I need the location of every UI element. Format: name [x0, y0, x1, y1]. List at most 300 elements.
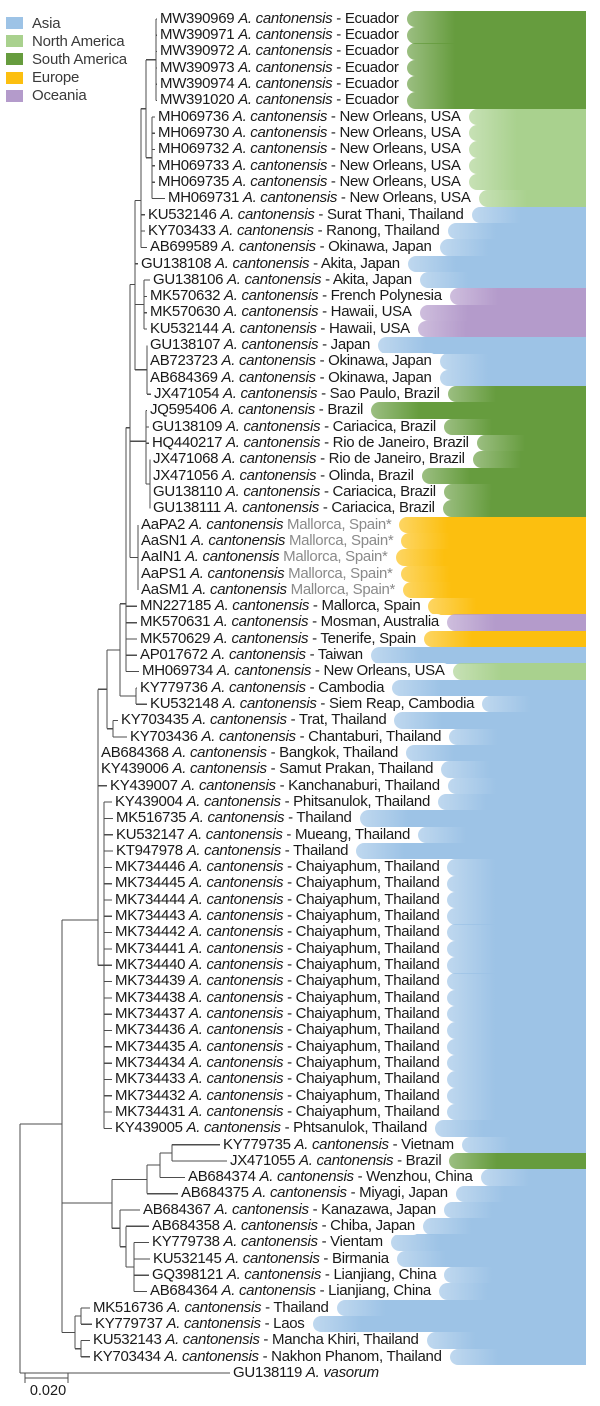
taxon-label	[114, 843, 353, 859]
taxon-label	[139, 256, 405, 272]
accession-number: MK570629	[140, 629, 215, 647]
taxon-label	[150, 419, 441, 435]
taxon-label	[91, 1300, 334, 1316]
location-text: Mallorca, Spain*	[283, 515, 392, 533]
accession-number: KY439007	[110, 776, 182, 794]
taxon-label	[139, 517, 396, 533]
location-text: - Nakhon Phanom, Thailand	[258, 1347, 442, 1365]
location-text: Mallorca, Spain*	[279, 548, 388, 566]
species-name: A. cantonensis	[189, 972, 284, 990]
accession-number: KY439005	[115, 1119, 187, 1137]
species-name: A. cantonensis	[224, 303, 319, 321]
taxon-label	[113, 1055, 444, 1071]
accession-number: JX471068	[153, 450, 223, 468]
accession-number: AB723723	[150, 352, 222, 370]
region-band-as	[423, 1218, 586, 1234]
location-text: - Tenerife, Spain	[308, 629, 416, 647]
taxon-label	[128, 729, 446, 745]
region-band-as	[447, 1088, 586, 1104]
species-name: A. cantonensis	[172, 743, 267, 761]
region-band-as	[472, 207, 586, 223]
legend-label: North America	[32, 32, 125, 50]
region-band-as	[447, 957, 586, 973]
region-band-sa	[473, 451, 586, 467]
species-name: A. cantonensis	[226, 433, 321, 451]
location-text: - Hawaii, USA	[316, 319, 410, 337]
taxon-label	[113, 908, 444, 924]
location-text: - New Orleans, USA	[337, 189, 471, 207]
legend-swatch	[6, 72, 23, 84]
taxon-label	[158, 76, 404, 92]
taxon-label	[152, 386, 445, 402]
taxon-label	[150, 435, 474, 451]
region-band-eu	[396, 549, 586, 565]
location-text: - Okinawa, Japan	[315, 238, 432, 256]
accession-number: KY703433	[148, 221, 220, 239]
accession-number: MW391020	[160, 91, 239, 109]
location-text: - Ecuador	[332, 26, 399, 44]
taxon-label	[108, 778, 445, 794]
taxon-label	[151, 468, 419, 484]
region-band-na	[469, 109, 586, 125]
region-band-as	[448, 778, 586, 794]
location-text: - New Orleans, USA	[327, 107, 461, 125]
location-text: - Chaiyaphum, Thailand	[283, 1021, 440, 1039]
taxon-label	[156, 158, 466, 174]
accession-number: JX471056	[153, 466, 223, 484]
accession-number: MW390971	[160, 26, 239, 44]
taxon-label	[139, 582, 400, 598]
taxon-label	[138, 647, 368, 663]
region-band-as	[462, 1137, 586, 1153]
accession-number: MK734434	[115, 1053, 190, 1071]
accession-number: MK516735	[116, 809, 191, 827]
region-band-na	[469, 174, 586, 190]
region-band-sa	[407, 76, 586, 92]
accession-number: MK734435	[115, 1037, 190, 1055]
region-band-na	[479, 190, 586, 206]
region-band-as	[356, 843, 586, 859]
taxon-label	[156, 141, 466, 157]
accession-number: AB684364	[150, 1282, 222, 1300]
taxon-label	[138, 631, 421, 647]
accession-number: KY779736	[140, 678, 212, 696]
region-band-as	[456, 1186, 586, 1202]
species-name: A. cantonensis	[242, 189, 338, 207]
species-name: A. cantonensis	[223, 1233, 318, 1251]
species-name: A. cantonensis	[189, 1102, 284, 1120]
region-band-as	[427, 1332, 586, 1348]
legend-item-south-america	[6, 50, 127, 68]
region-band-sa	[444, 484, 586, 500]
location-text: - Surat Thani, Thailand	[314, 205, 464, 223]
region-band-as	[447, 1071, 586, 1087]
taxon-label	[119, 712, 391, 728]
species-name: A. cantonensis	[167, 1298, 262, 1316]
region-band-as	[391, 1234, 586, 1250]
taxon-label	[146, 207, 469, 223]
taxon-label	[148, 353, 437, 369]
legend-label: Oceania	[32, 87, 87, 105]
taxon-label	[150, 1218, 420, 1234]
location-text: - Thailand	[280, 841, 349, 859]
region-band-as	[447, 1039, 586, 1055]
species-name: A. cantonensis	[189, 874, 284, 892]
taxon-label	[139, 566, 398, 582]
taxon-label	[231, 1365, 384, 1381]
accession-number: KU532147	[116, 825, 189, 843]
location-text: - Ecuador	[332, 75, 399, 93]
region-band-as	[449, 729, 586, 745]
location-text: - Vientam	[317, 1233, 383, 1251]
accession-number: MH069735	[158, 172, 233, 190]
species-name: A. cantonensis	[224, 499, 319, 517]
location-text: - New Orleans, USA	[327, 140, 461, 158]
region-band-as	[438, 794, 586, 810]
taxon-label	[138, 598, 425, 614]
accession-number: KY439006	[101, 760, 173, 778]
legend-label: Europe	[32, 69, 80, 87]
location-text: - Phitsanulok, Thailand	[280, 792, 431, 810]
location-text: - Mosman, Australia	[308, 613, 439, 631]
species-name: A. cantonensis	[226, 417, 321, 435]
region-band-sa	[407, 43, 586, 59]
location-text: - Brazil	[393, 1151, 442, 1169]
location-text: - Ranong, Thailand	[313, 221, 440, 239]
taxon-label	[99, 745, 403, 761]
region-band-eu	[424, 631, 586, 647]
taxon-label	[158, 27, 404, 43]
accession-number: AB684369	[150, 368, 222, 386]
region-band-as	[444, 1267, 586, 1283]
region-band-as	[447, 1006, 586, 1022]
taxon-label	[151, 451, 470, 467]
region-band-sa	[371, 402, 586, 418]
location-text: - Chaiyaphum, Thailand	[283, 1005, 440, 1022]
taxon-label	[158, 92, 404, 108]
species-name: A. cantonensis	[190, 531, 286, 549]
accession-number: MK734443	[115, 907, 190, 925]
location-text: - Chaiyaphum, Thailand	[283, 1053, 440, 1071]
region-band-as	[450, 1349, 586, 1365]
accession-number: MK734444	[115, 890, 190, 908]
region-band-eu	[403, 582, 586, 598]
accession-number: AaSN1	[141, 531, 191, 549]
accession-number: MW390974	[160, 75, 239, 93]
region-band-as	[444, 1202, 586, 1218]
location-text: Mallorca, Spain*	[286, 580, 396, 598]
region-band-as	[447, 1055, 586, 1071]
species-name: A. cantonensis	[215, 254, 310, 272]
accession-number: MK734440	[115, 956, 190, 974]
legend-label: South America	[32, 50, 127, 68]
accession-number: MW390973	[160, 58, 239, 76]
species-name: A. cantonensis	[221, 368, 316, 386]
accession-number: KU532144	[150, 319, 223, 337]
species-name: A. cantonensis	[186, 841, 281, 859]
location-text: - Chaiyaphum, Thailand	[283, 923, 440, 941]
accession-number: MK570632	[150, 287, 225, 305]
taxon-label	[156, 109, 466, 125]
location-text: - Mallorca, Spain	[309, 597, 421, 615]
location-text: - Bangkok, Thailand	[266, 743, 399, 761]
region-band-as	[440, 353, 586, 369]
region-band-na	[469, 158, 586, 174]
species-name: A. cantonensis	[190, 809, 285, 827]
accession-number: MW390969	[160, 9, 239, 27]
species-name: A. cantonensis	[232, 156, 328, 174]
taxon-label	[151, 1251, 394, 1267]
taxon-label	[148, 370, 437, 386]
location-text: - Cariacica, Brazil	[320, 417, 436, 435]
accession-number: MH069733	[158, 156, 233, 174]
accession-number: JX471054	[154, 385, 224, 403]
taxon-label	[148, 696, 479, 712]
taxon-label	[113, 1120, 432, 1136]
species-name: A. cantonensis	[190, 564, 285, 582]
region-band-sa	[407, 11, 586, 27]
species-name: A. cantonensis	[189, 1005, 284, 1022]
region-band-sa	[448, 386, 586, 402]
taxon-label	[113, 941, 444, 957]
taxon-label	[113, 859, 444, 875]
location-text: - Ecuador	[332, 91, 399, 109]
region-band-oc	[420, 305, 586, 321]
location-text: - Cambodia	[305, 678, 385, 696]
location-text: - Thailand	[261, 1298, 329, 1316]
species-name: A. cantonensis	[214, 613, 309, 631]
taxon-label	[91, 1332, 424, 1348]
taxon-label	[156, 174, 466, 190]
accession-number: JX471055	[230, 1151, 300, 1169]
location-text: - Chaiyaphum, Thailand	[283, 1037, 440, 1055]
region-band-as	[447, 908, 586, 924]
taxon-label	[151, 272, 417, 288]
accession-number: AB699589	[150, 238, 222, 256]
taxon-label	[166, 190, 476, 206]
region-band-oc	[447, 614, 586, 630]
location-text: - Sao Paulo, Brazil	[317, 385, 440, 403]
location-text: - Cariacica, Brazil	[319, 499, 435, 517]
taxon-label	[150, 1267, 441, 1283]
region-band-as	[447, 859, 586, 875]
species-name: A. cantonensis	[252, 1184, 347, 1202]
taxon-label	[150, 1234, 388, 1250]
species-name: A. cantonensis	[181, 776, 276, 794]
location-text: - Mancha Khiri, Thailand	[259, 1331, 419, 1349]
region-band-as	[394, 712, 586, 728]
location-text: - Chiba, Japan	[317, 1217, 415, 1235]
species-name: A. cantonensis	[232, 172, 328, 190]
species-name: A. cantonensis	[164, 1347, 259, 1365]
location-text: - Phtsanulok, Thailand	[280, 1119, 427, 1137]
species-name: A. cantonensis	[294, 1135, 389, 1153]
taxon-label	[151, 500, 440, 516]
location-text: - Akita, Japan	[309, 254, 400, 272]
accession-number: MN227185	[140, 597, 215, 615]
taxon-label	[113, 1088, 444, 1104]
location-text: - Olinda, Brazil	[316, 466, 414, 484]
taxon-label	[113, 973, 444, 989]
legend-item-europe	[6, 69, 127, 87]
species-name: A. cantonensis	[189, 890, 284, 908]
accession-number: GU138106	[153, 270, 228, 288]
species-name: A. cantonensis	[232, 107, 328, 125]
taxon-label	[141, 1202, 441, 1218]
species-name: A. cantonensis	[232, 124, 328, 141]
accession-number: KY703436	[130, 727, 202, 745]
species-name: A. cantonensis	[186, 1119, 281, 1137]
region-band-as	[378, 337, 586, 353]
location-text: - Lianjiang, China	[315, 1282, 431, 1300]
taxon-label	[113, 1022, 444, 1038]
accession-number: KY439004	[115, 792, 187, 810]
species-name: A. cantonensis	[238, 58, 333, 76]
region-band-as	[397, 1251, 586, 1267]
location-text: - Lianjiang, China	[321, 1266, 437, 1284]
legend-item-asia	[6, 14, 127, 32]
species-name: A. cantonensis	[225, 482, 321, 500]
taxon-label	[138, 614, 444, 630]
accession-number: AB684367	[143, 1200, 215, 1218]
taxon-label	[113, 957, 444, 973]
species-name: A. cantonensis	[299, 1151, 394, 1169]
accession-number: GU138108	[141, 254, 216, 272]
taxon-label	[113, 1071, 444, 1087]
taxon-label	[113, 794, 435, 810]
location-text: - Mueang, Thailand	[282, 825, 411, 843]
taxon-label	[179, 1185, 453, 1201]
region-band-as	[447, 973, 586, 989]
accession-number: GU138107	[150, 336, 225, 354]
region-band-as	[313, 1316, 586, 1332]
location-text: - Okinawa, Japan	[315, 352, 432, 370]
region-band-as	[439, 1283, 586, 1299]
species-name: A. cantonensis	[172, 760, 267, 778]
legend-item-north-america	[6, 32, 127, 50]
taxon-label	[99, 761, 438, 777]
region-band-as	[447, 876, 586, 892]
location-text: - Ecuador	[332, 9, 399, 27]
location-text: - New Orleans, USA	[327, 172, 461, 190]
location-text: - Chaiyaphum, Thailand	[283, 874, 440, 892]
location-text: - Akita, Japan	[321, 270, 412, 288]
species-name: A. cantonensis	[211, 678, 306, 696]
location-text: - Kanchanaburi, Thailand	[275, 776, 440, 794]
location-text: - Taiwan	[305, 646, 363, 664]
taxon-label	[113, 875, 444, 891]
location-text: - Okinawa, Japan	[315, 368, 432, 386]
taxon-label	[158, 11, 404, 27]
location-text: - Chaiyaphum, Thailand	[283, 1086, 440, 1104]
region-band-as	[360, 810, 586, 826]
accession-number: AB684374	[188, 1168, 260, 1186]
region-band-sa	[443, 500, 586, 516]
species-name: A. cantonensis	[192, 711, 287, 729]
region-band-as	[406, 745, 586, 761]
location-text: - French Polynesia	[318, 287, 442, 305]
location-text: - Wenzhou, China	[353, 1168, 473, 1186]
taxon-label	[113, 1039, 444, 1055]
legend-swatch	[6, 35, 23, 47]
accession-number: MH069730	[158, 124, 233, 141]
taxon-label	[114, 827, 415, 843]
species-name: A. cantonensis	[189, 956, 284, 974]
taxon-label	[113, 1104, 444, 1120]
accession-number: GU138109	[152, 417, 227, 435]
location-text: - Chaiyaphum, Thailand	[283, 956, 440, 974]
accession-number: MK734433	[115, 1070, 190, 1088]
region-band-as	[392, 680, 586, 696]
region-band-as	[408, 256, 586, 272]
location-text: - Chaiyaphum, Thailand	[283, 907, 440, 925]
region-band-as	[435, 1120, 586, 1136]
region-band-eu	[401, 566, 586, 582]
taxon-label	[148, 239, 437, 255]
taxon-label	[156, 125, 466, 141]
accession-number: KY779738	[152, 1233, 224, 1251]
accession-number: KU532145	[153, 1249, 226, 1267]
accession-number: KY703434	[93, 1347, 165, 1365]
region-band-sa	[477, 435, 586, 451]
location-text: - Miyagi, Japan	[346, 1184, 448, 1202]
species-name: A. cantonensis	[222, 695, 317, 713]
region-band-as	[447, 1104, 586, 1120]
taxon-label	[158, 43, 404, 59]
species-name: A. cantonensis	[222, 466, 317, 484]
accession-number: AB684368	[101, 743, 173, 761]
taxon-label	[91, 1349, 447, 1365]
species-name: A. cantonensis	[166, 1315, 261, 1332]
accession-number: KU532143	[93, 1331, 166, 1349]
accession-number: GU138111	[153, 499, 225, 517]
accession-number: KY703435	[121, 711, 193, 729]
accession-number: JQ595406	[150, 401, 221, 419]
accession-number: MK734431	[115, 1102, 190, 1120]
region-band-as	[448, 223, 586, 239]
location-text: Mallorca, Spain*	[285, 531, 394, 549]
region-band-as	[337, 1300, 586, 1316]
location-text: - Chaiyaphum, Thailand	[283, 1070, 440, 1088]
legend-swatch	[6, 17, 23, 29]
region-band-na	[453, 663, 586, 679]
region-band-as	[481, 1169, 586, 1185]
taxon-label	[113, 924, 444, 940]
location-text: - Chantaburi, Thailand	[295, 727, 442, 745]
taxon-label	[148, 288, 447, 304]
location-text: - New Orleans, USA	[311, 662, 445, 680]
region-band-na	[469, 125, 586, 141]
region-band-sa	[407, 27, 586, 43]
taxon-label	[221, 1137, 459, 1153]
legend-item-oceania	[6, 87, 127, 105]
species-name: A. cantonensis	[222, 450, 317, 468]
region-band-as	[447, 1022, 586, 1038]
species-name: A. cantonensis	[189, 858, 284, 876]
location-text: - Ecuador	[332, 58, 399, 76]
location-text: - Vietnam	[388, 1135, 454, 1153]
species-name: A. cantonensis	[201, 727, 296, 745]
accession-number: MK734446	[115, 858, 190, 876]
accession-number: MK734438	[115, 988, 190, 1006]
accession-number: MK734441	[115, 939, 190, 957]
species-name: A. cantonensis	[238, 75, 333, 93]
location-text: - Thailand	[284, 809, 352, 827]
region-band-as	[447, 990, 586, 1006]
accession-number: AaPA2	[141, 515, 189, 533]
location-text: - Rio de Janeiro, Brazil	[316, 450, 465, 468]
region-band-as	[447, 924, 586, 940]
